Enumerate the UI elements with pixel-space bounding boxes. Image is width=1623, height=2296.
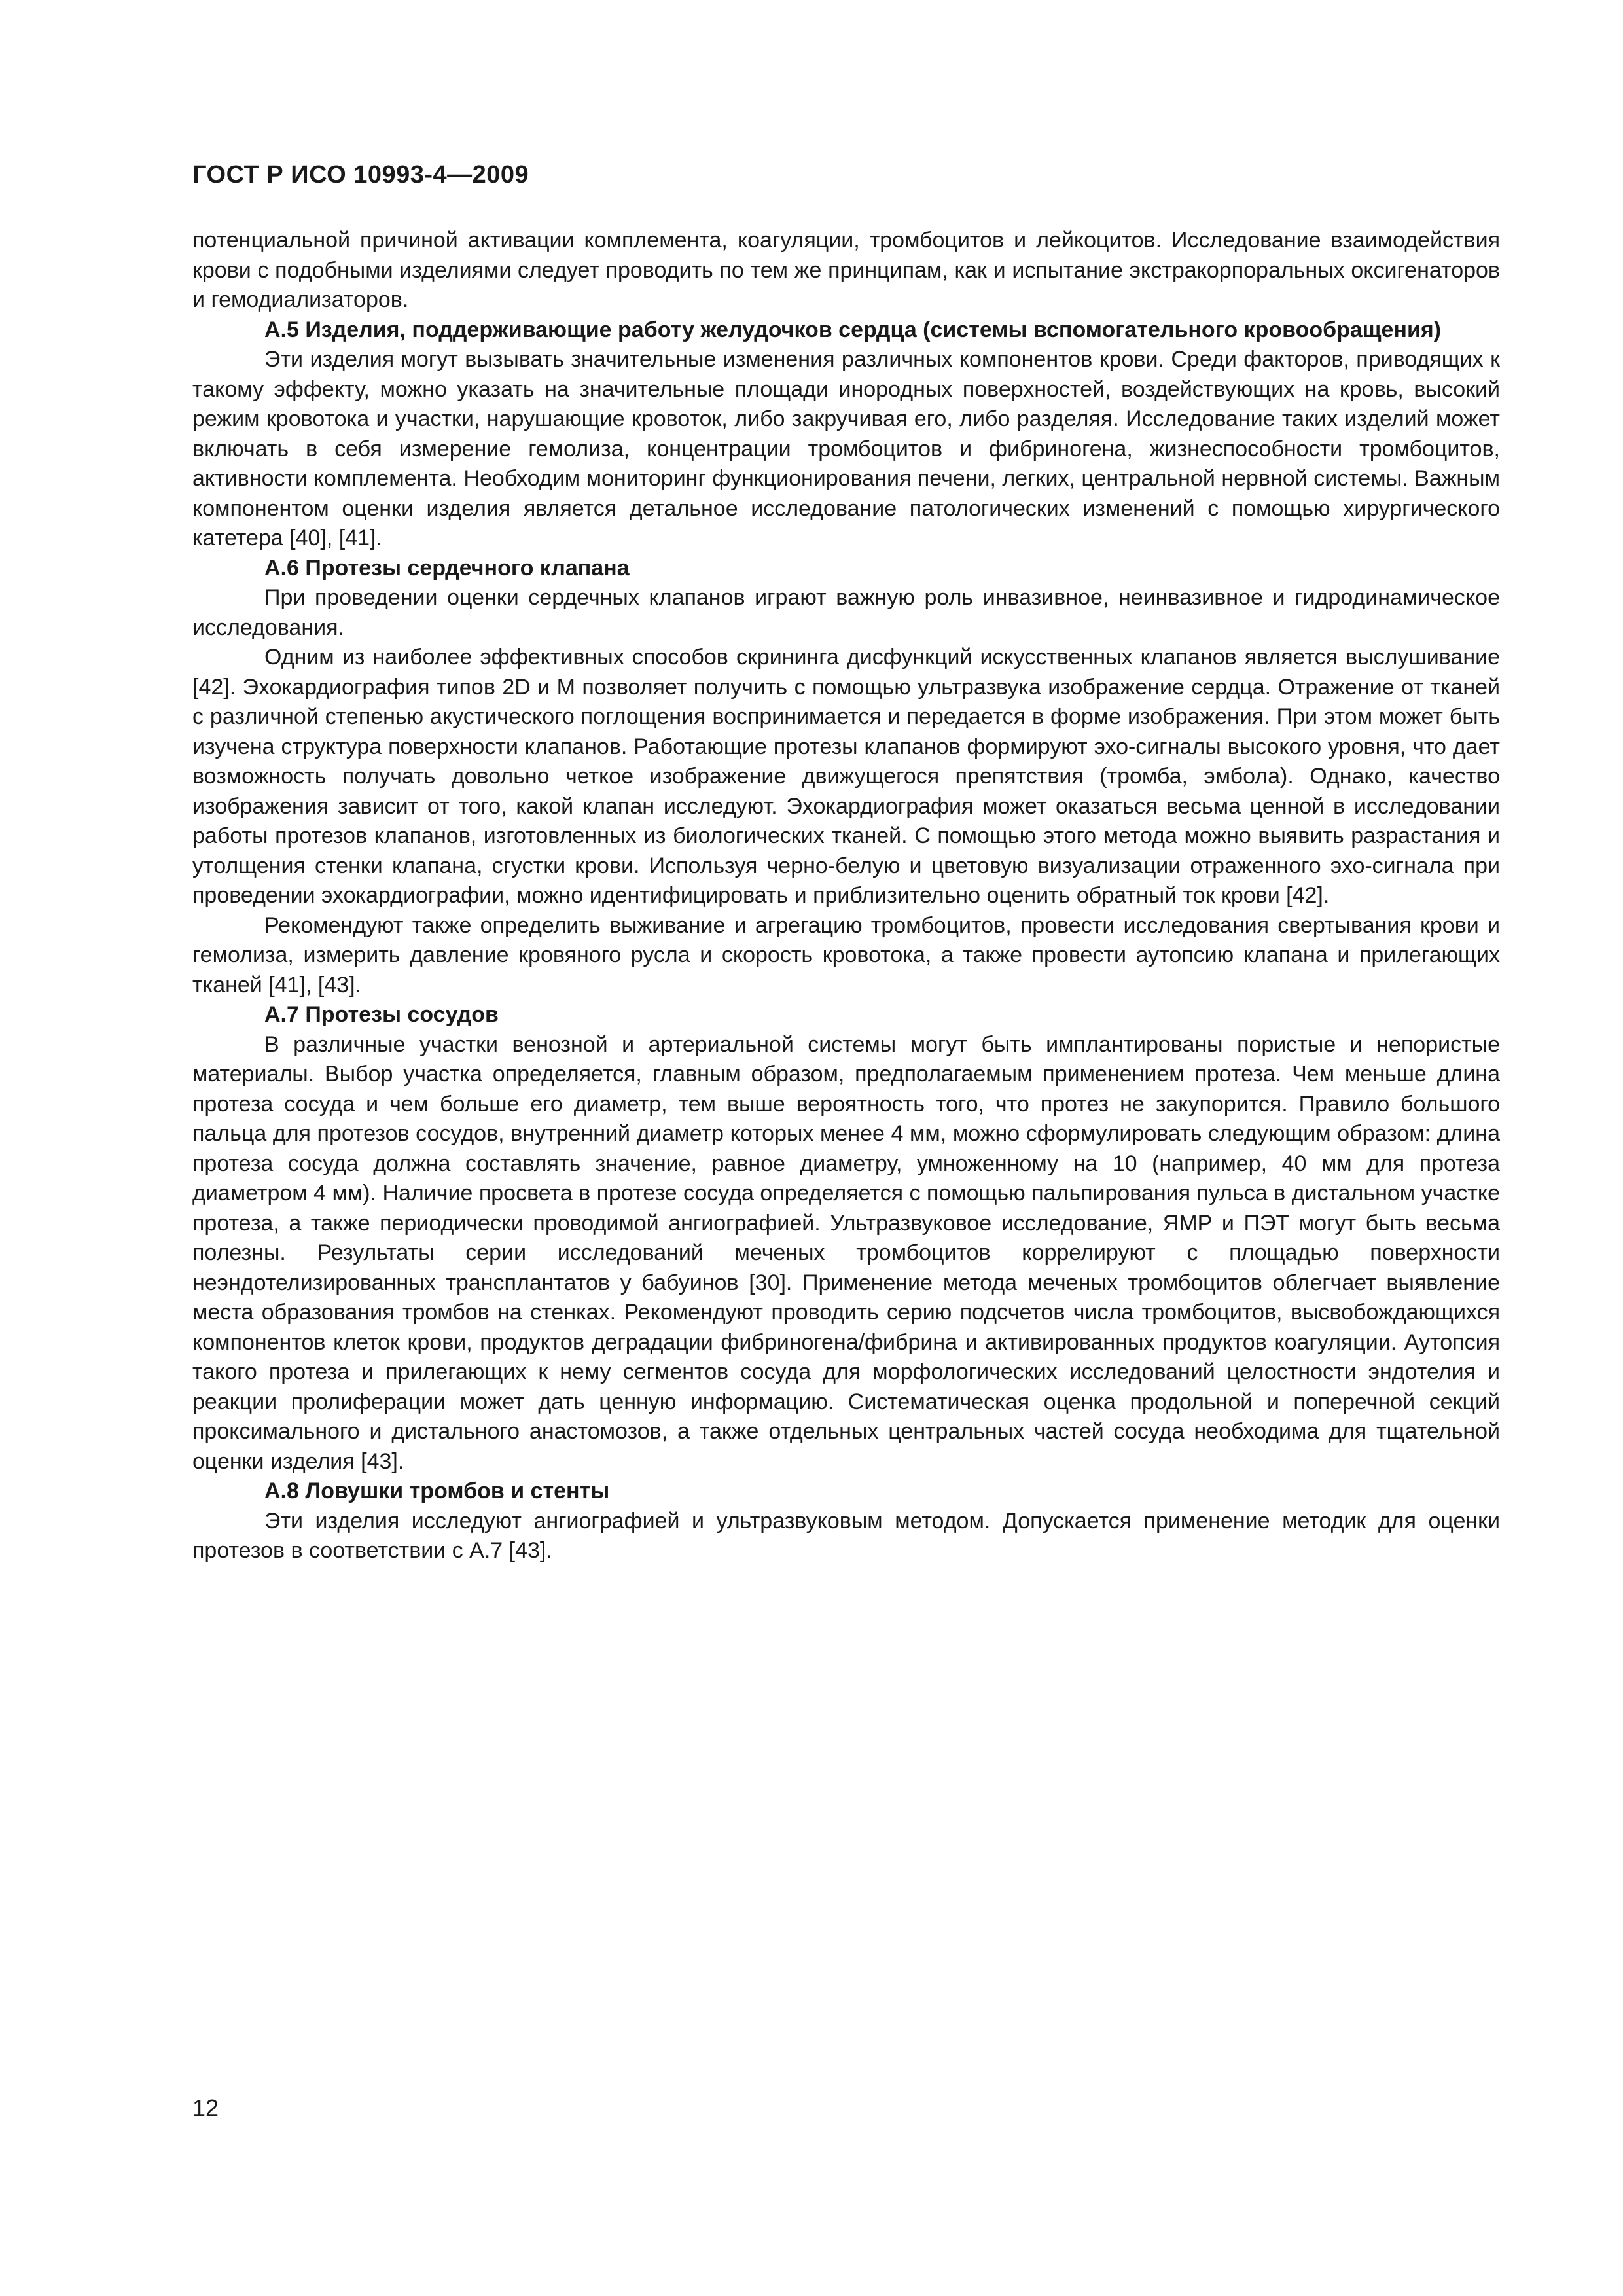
- paragraph-a8: Эти изделия исследуют ангиографией и ультразвуковым методом. Допускается применение методик для оценки протезов в соответствии с А.7 [43].: [192, 1508, 1500, 1563]
- paragraph-a6-3: Рекомендуют также определить выживание и агрегацию тромбоцитов, провести исследования свертывания крови и гемолиза, измерить давление кровяного русла и скорость кровотока, а также провести аутопсию клапана и прилегающих тканей [41], [43].: [192, 912, 1500, 997]
- paragraph-a5: Эти изделия могут вызывать значительные изменения различных компонентов крови. Среди факторов, приводящих к такому эффекту, можно указать на значительные площади инородных поверхностей, воздействующих на кровь, высокий режим кровотока и участки, нарушающие кровоток, либо закручивая его, либо разделяя. Исследование таких изделий может включать в себя измерение гемолиза, концентрации тромбоцитов и фибриногена, жизнеспособности тромбоцитов, активности комплемента. Необходим мониторинг функционирования печени, легких, центральной нервной системы. Важным компонентом оценки изделия является детальное исследование патологических изменений с помощью хирургического катетера [40], [41].: [192, 347, 1500, 550]
- section-heading-a7: А.7 Протезы сосудов: [264, 1002, 499, 1027]
- section-heading-a8: А.8 Ловушки тромбов и стенты: [264, 1479, 610, 1503]
- paragraph-a6-2: Одним из наиболее эффективных способов скрининга дисфункций искусственных клапанов является выслушивание [42]. Эхокардиография типов 2D и M позволяет получить с помощью ультразвука изображение сердца. Отражение от тканей с различной степенью акустического поглощения воспринимается и передается в форме изображения. При этом может быть изучена структура поверхности клапанов. Работающие протезы клапанов формируют эхо-сигналы высокого уровня, что дает возможность получать довольно четкое изображение движущегося препятствия (тромба, эмбола). Однако, качество изображения зависит от того, какой клапан исследуют. Эхокардиография может оказаться весьма ценной в исследовании работы протезов клапанов, изготовленных из биологических тканей. С помощью этого метода можно выявить разрастания и утолщения стенки клапана, сгустки крови. Используя черно-белую и цветовую визуализации отраженного эхо-сигнала при проведении эхокардиографии, можно идентифицировать и приблизительно оценить обратный ток крови [42].: [192, 645, 1500, 908]
- page-content: [192, 226, 1500, 1566]
- section-heading-a6: А.6 Протезы сердечного клапана: [264, 555, 630, 581]
- section-heading-a5: А.5 Изделия, поддерживающие работу желудочков сердца (системы вспомогательного кровообращения): [264, 317, 1442, 342]
- paragraph-intro-continuation: потенциальной причиной активации комплемента, коагуляции, тромбоцитов и лейкоцитов. Исследование взаимодействия крови с подобными изделиями следует проводить по тем же принципам, как и испытание экстракорпоральных оксигенаторов и гемодиализаторов.: [192, 228, 1500, 312]
- paragraph-a6-1: При проведении оценки сердечных клапанов играют важную роль инвазивное, неинвазивное и гидродинамическое исследования.: [192, 585, 1500, 640]
- page-number: 12: [192, 2094, 219, 2121]
- paragraph-a7: В различные участки венозной и артериальной системы могут быть имплантированы пористые и непористые материалы. Выбор участка определяется, главным образом, предполагаемым применением протеза. Чем меньше длина протеза сосуда и чем больше его диаметр, тем выше вероятность того, что протез не закупорится. Правило большого пальца для протезов сосудов, внутренний диаметр которых менее 4 мм, можно сформулировать следующим образом: длина протеза сосуда должна составлять значение, равное диаметру, умноженному на 10 (например, 40 мм для протеза диаметром 4 мм). Наличие просвета в протезе сосуда определяется с помощью пальпирования пульса в дистальном участке протеза, а также периодически проводимой ангиографией. Ультразвуковое исследование, ЯМР и ПЭТ могут быть весьма полезны. Результаты серии исследований меченых тромбоцитов коррелируют с площадью поверхности неэндотелизированных трансплантатов у бабуинов [30]. Применение метода меченых тромбоцитов облегчает выявление места образования тромбов на стенках. Рекомендуют проводить серию подсчетов числа тромбоцитов, высвобождающихся компонентов клеток крови, продуктов деградации фибриногена/фибрина и активированных продуктов коагуляции. Аутопсия такого протеза и прилегающих к нему сегментов сосуда для морфологических исследований целостности эндотелия и реакции пролиферации может дать ценную информацию. Систематическая оценка продольной и поперечной секций проксимального и дистального анастомозов, а также отдельных центральных частей сосуда необходима для тщательной оценки изделия [43].: [192, 1031, 1500, 1474]
- standard-designation: ГОСТ Р ИСО 10993-4—2009: [192, 161, 529, 188]
